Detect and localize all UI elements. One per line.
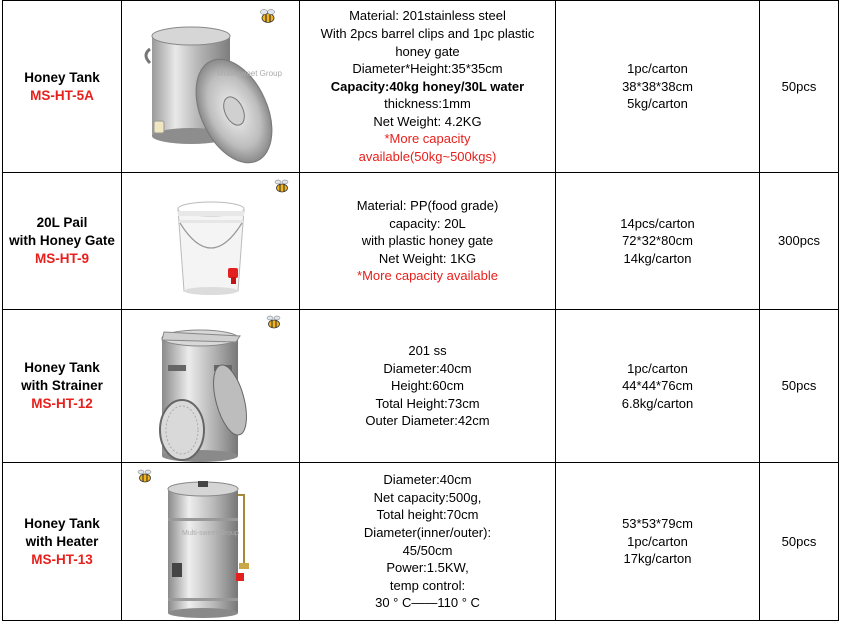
spec-line: Diameter(inner/outer): [363,524,492,540]
product-name-cell [3,173,122,310]
packing-line: 5kg/carton [627,96,688,112]
packing-line: 1pc/carton [627,61,688,77]
product-name: with Strainer [21,378,103,393]
specification-cell [300,310,556,463]
packing-line: 1pc/carton [627,360,688,376]
moq-cell [760,463,839,621]
packing-line: 38*38*38cm [622,78,693,94]
spec-line: 30 ° C——110 ° C [375,595,480,611]
table-row [3,463,839,621]
moq-value: 50pcs [781,378,817,394]
product-code: MS-HT-13 [31,551,93,567]
bee-icon [138,470,151,482]
svg-text:Multi-sweet Group: Multi-sweet Group [182,530,239,537]
spec-line: Outer Diameter:42cm [365,413,490,429]
spec-line: Diameter:40cm [383,472,472,488]
spec-line: Diameter*Height:35*35cm [352,61,503,77]
spec-line: Total height:70cm [376,507,479,523]
spec-line: thickness:1mm [384,96,471,112]
packing-line: 14kg/carton [623,250,692,266]
product-name: with Honey Gate [9,233,115,248]
packing-line: 6.8kg/carton [621,395,694,411]
bee-icon [261,10,275,23]
spec-line: 45/50cm [402,542,453,558]
spec-line: 201 ss [408,343,447,359]
moq-value: 50pcs [781,78,817,94]
moq-value: 50pcs [781,533,817,549]
spec-line: capacity: 20L [389,215,466,231]
spec-line: Diameter:40cm [383,360,472,376]
packing-line: 53*53*79cm [622,516,693,532]
table-row [3,1,839,173]
packing-cell [556,310,760,463]
specification-cell [300,463,556,621]
spec-line: *More capacity [384,131,471,147]
strainer-tank-image [122,310,300,463]
packing-cell [556,173,760,310]
honey-tank-image [122,1,300,173]
spec-line: Net capacity:500g, [373,489,482,505]
bee-icon [275,180,288,192]
spec-line: Net Weight: 1KG [378,250,477,266]
spec-line: with plastic honey gate [361,233,494,249]
spec-line: Height:60cm [391,378,464,394]
product-code: MS-HT-5A [30,87,94,103]
packing-cell [556,1,760,173]
packing-line: 44*44*76cm [622,378,693,394]
spec-line: With 2pcs barrel clips and 1pc plastic [320,25,535,41]
pail-image [122,173,300,310]
spec-line: Total Height:73cm [375,395,480,411]
spec-line: Material: 201stainless steel [349,8,506,24]
specification-cell [300,1,556,173]
product-name-cell [3,310,122,463]
packing-cell [556,463,760,621]
spec-line: Power:1.5KW, [386,560,469,576]
product-code: MS-HT-12 [31,396,93,411]
table-row [3,310,839,463]
product-name: Honey Tank [24,360,100,375]
product-image-cell [122,173,300,310]
product-code: MS-HT-9 [35,251,89,266]
product-name: with Heater [25,533,99,549]
spec-line: available(50kg~500kgs) [358,149,497,165]
packing-line: 17kg/carton [623,551,692,567]
product-image-cell [122,1,300,173]
moq-cell [760,310,839,463]
product-name: 20L Pail [36,215,88,230]
spec-line: temp control: [389,577,466,593]
moq-value: 300pcs [778,233,820,249]
spec-line: Net Weight: 4.2KG [373,113,482,129]
spec-line: Material: PP(food grade) [356,198,499,214]
product-table [2,0,839,621]
svg-text:Multi-sweet Group: Multi-sweet Group [217,69,282,78]
spec-line: Capacity:40kg honey/30L water [330,78,525,94]
packing-line: 14pcs/carton [620,215,695,231]
heater-tank-image [122,463,300,621]
product-name: Honey Tank [24,515,100,531]
packing-line: 72*32*80cm [622,233,693,249]
moq-cell [760,173,839,310]
spec-line: honey gate [395,43,460,59]
product-image-cell [122,463,300,621]
product-name-cell [3,463,122,621]
packing-line: 1pc/carton [627,533,688,549]
spec-line: *More capacity available [357,268,498,284]
product-name: Honey Tank [24,69,100,85]
specification-cell [300,173,556,310]
table-row [3,173,839,310]
product-name-cell [3,1,122,173]
bee-icon [267,316,280,328]
product-image-cell [122,310,300,463]
moq-cell [760,1,839,173]
